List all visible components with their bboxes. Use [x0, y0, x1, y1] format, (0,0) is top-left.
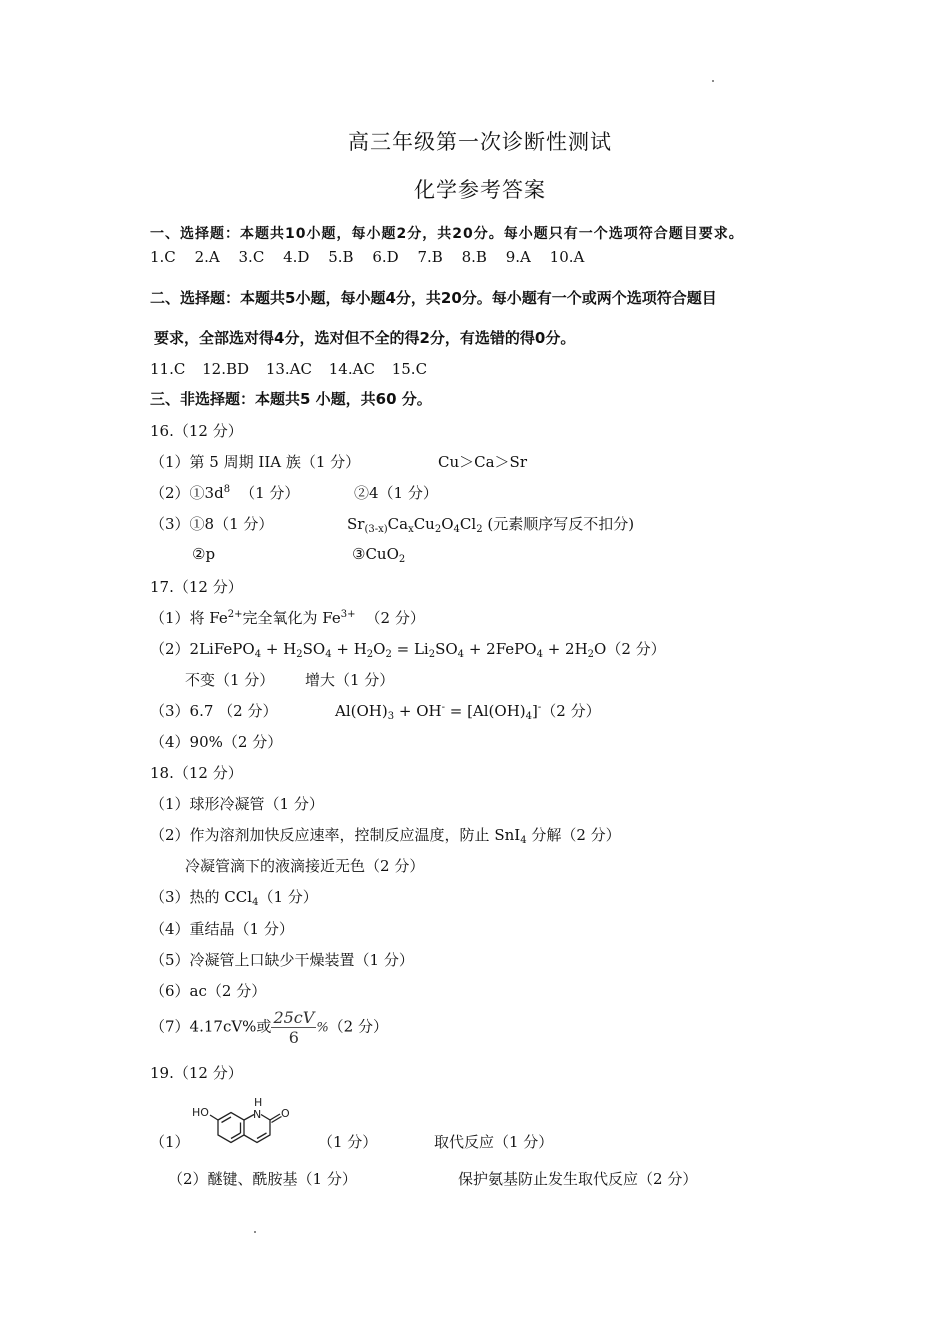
q16-a2-score: （1 分）: [240, 484, 300, 502]
q17-a2-score: （2 分）: [606, 640, 666, 658]
q16-formula: $Sr_{(3-x)}Ca_xCu_2O_4Cl_2$ (元素顺序写反不扣分): [347, 515, 635, 535]
fraction: [271, 1008, 316, 1047]
q17-a2b2: 增大（1 分）: [305, 671, 395, 689]
answer: 3.C: [238, 248, 265, 266]
section3-heading: 三、非选择题：本题共5 小题，共60 分。: [150, 390, 432, 408]
q16-a1: （1）第 5 周期 IIA 族（1 分）: [150, 453, 361, 471]
answer: 1.C: [150, 248, 176, 266]
fraction-numerator: 25cV: [273, 1008, 315, 1027]
q16-a2: [150, 482, 299, 503]
q18-a1: （1）球形冷凝管（1 分）: [150, 795, 324, 813]
page-title: 高三年级第一次诊断性测试: [348, 130, 612, 154]
q17-a1-text: （1）将 Fe: [150, 609, 228, 627]
section2-heading-line2: 要求，全部选对得4分，选对但不全的得2分，有选错的得0分。: [154, 329, 576, 347]
mol-o: O: [281, 1107, 290, 1120]
answer: 5.B: [328, 248, 354, 266]
q16-a2-text: （2）①3d: [150, 484, 224, 502]
answer: 15.C: [391, 360, 428, 378]
q17-a2b1: 不变（1 分）: [185, 671, 275, 689]
page-subtitle: 化学参考答案: [414, 178, 546, 202]
answer: 13.AC: [265, 360, 312, 378]
q18-a3-score: （1 分）: [258, 888, 318, 906]
q17-label: 17.（12 分）: [150, 578, 243, 596]
q17-a1-score: （2 分）: [365, 609, 425, 627]
q18-a2b: 冷凝管滴下的液滴接近无色（2 分）: [185, 857, 425, 875]
q17-a1-mid: 完全氧化为 Fe: [242, 609, 341, 627]
answer: 2.A: [194, 248, 220, 266]
q16-a3: （3）①8（1 分）: [150, 515, 274, 533]
q16-a3c: ②p: [192, 545, 216, 563]
answer: 12.BD: [202, 360, 250, 378]
q18-a7-score: （2 分）: [328, 1017, 388, 1036]
q18-a7: [150, 1008, 388, 1047]
q17-a3-eq: $Al(OH)_3 + OH^- = [Al(OH)_4]^-(2$ 分）: [335, 702, 601, 722]
section1-heading: 一、选择题：本题共10小题，每小题2分，共20分。每小题只有一个选项符合题目要求。: [150, 226, 744, 242]
q17-a3-score: （2 分）: [541, 702, 601, 720]
q18-a3: （3）热的 CCl$_4$（1 分）: [150, 888, 318, 908]
answer: 6.D: [372, 248, 399, 266]
q18-label: 18.（12 分）: [150, 764, 243, 782]
answer: 7.B: [417, 248, 443, 266]
q18-a6: （6）ac（2 分）: [150, 982, 267, 1000]
q18-a3-text: （3）热的 CCl: [150, 888, 253, 906]
q17-a3: （3）6.7 （2 分）: [150, 702, 278, 720]
speck: [712, 80, 714, 82]
section2-answers: [150, 360, 427, 378]
q16-a2-sup: 8: [223, 484, 231, 495]
q16-a2b: ②4（1 分）: [354, 484, 438, 502]
q18-a4: （4）重结晶（1 分）: [150, 920, 294, 938]
percent-sign: %: [316, 1020, 329, 1036]
section2-heading-line1: 二、选择题：本题共5小题，每小题4分，共20分。每小题有一个或两个选项符合题目: [150, 289, 717, 307]
q18-a2-text: （2）作为溶剂加快反应速率，控制反应温度，防止 SnI: [150, 826, 521, 844]
answer: 10.A: [549, 248, 585, 266]
mol-n: N: [253, 1108, 262, 1121]
q19-a2: （2）醚键、酰胺基（1 分）: [168, 1170, 357, 1188]
speck: [254, 1231, 256, 1233]
q18-a7-text: （7）4.17cV%或: [150, 1017, 272, 1036]
fraction-denominator: 6: [288, 1028, 299, 1047]
q17-a2: （2）2LiFePO$_4$ + $H_2SO_4 + H_2O_2 = Li_2SO_4$ + 2FePO$_4$ + $2H_2O(2$ 分）: [150, 640, 666, 660]
q16-a3-note: (元素顺序写反不扣分): [487, 515, 635, 533]
q16-cuo2: ③CuO$_2$: [352, 545, 406, 565]
answer: 4.D: [283, 248, 310, 266]
mol-h: H: [254, 1096, 263, 1109]
q18-a2-score: 分解（2 分）: [531, 826, 621, 844]
q17-a1: （1）将 $Fe^{2+}$完全氧化为 $Fe^{3+}$ （2 分）: [150, 609, 425, 627]
q19-a1-score: （1 分）: [318, 1133, 378, 1151]
q19-a1: （1）: [150, 1133, 190, 1151]
mol-ho: HO: [192, 1106, 209, 1119]
section1-answers: [150, 248, 584, 266]
q16-label: 16.（12 分）: [150, 422, 243, 440]
q17-a4: （4）90%（2 分）: [150, 733, 283, 751]
q19-label: 19.（12 分）: [150, 1064, 243, 1082]
q19-a1b: 取代反应（1 分）: [434, 1133, 554, 1151]
answer: 9.A: [505, 248, 531, 266]
molecule-structure: [188, 1094, 298, 1160]
q18-a2: （2）作为溶剂加快反应速率，控制反应温度，防止 SnI$_4$ 分解（2 分）: [150, 826, 621, 846]
q16-a1b: Cu＞Ca＞Sr: [438, 453, 528, 471]
answer: 8.B: [461, 248, 487, 266]
answer: 14.AC: [328, 360, 375, 378]
answer: 11.C: [150, 360, 186, 378]
q18-a5: （5）冷凝管上口缺少干燥装置（1 分）: [150, 951, 414, 969]
q19-a2b: 保护氨基防止发生取代反应（2 分）: [458, 1170, 698, 1188]
